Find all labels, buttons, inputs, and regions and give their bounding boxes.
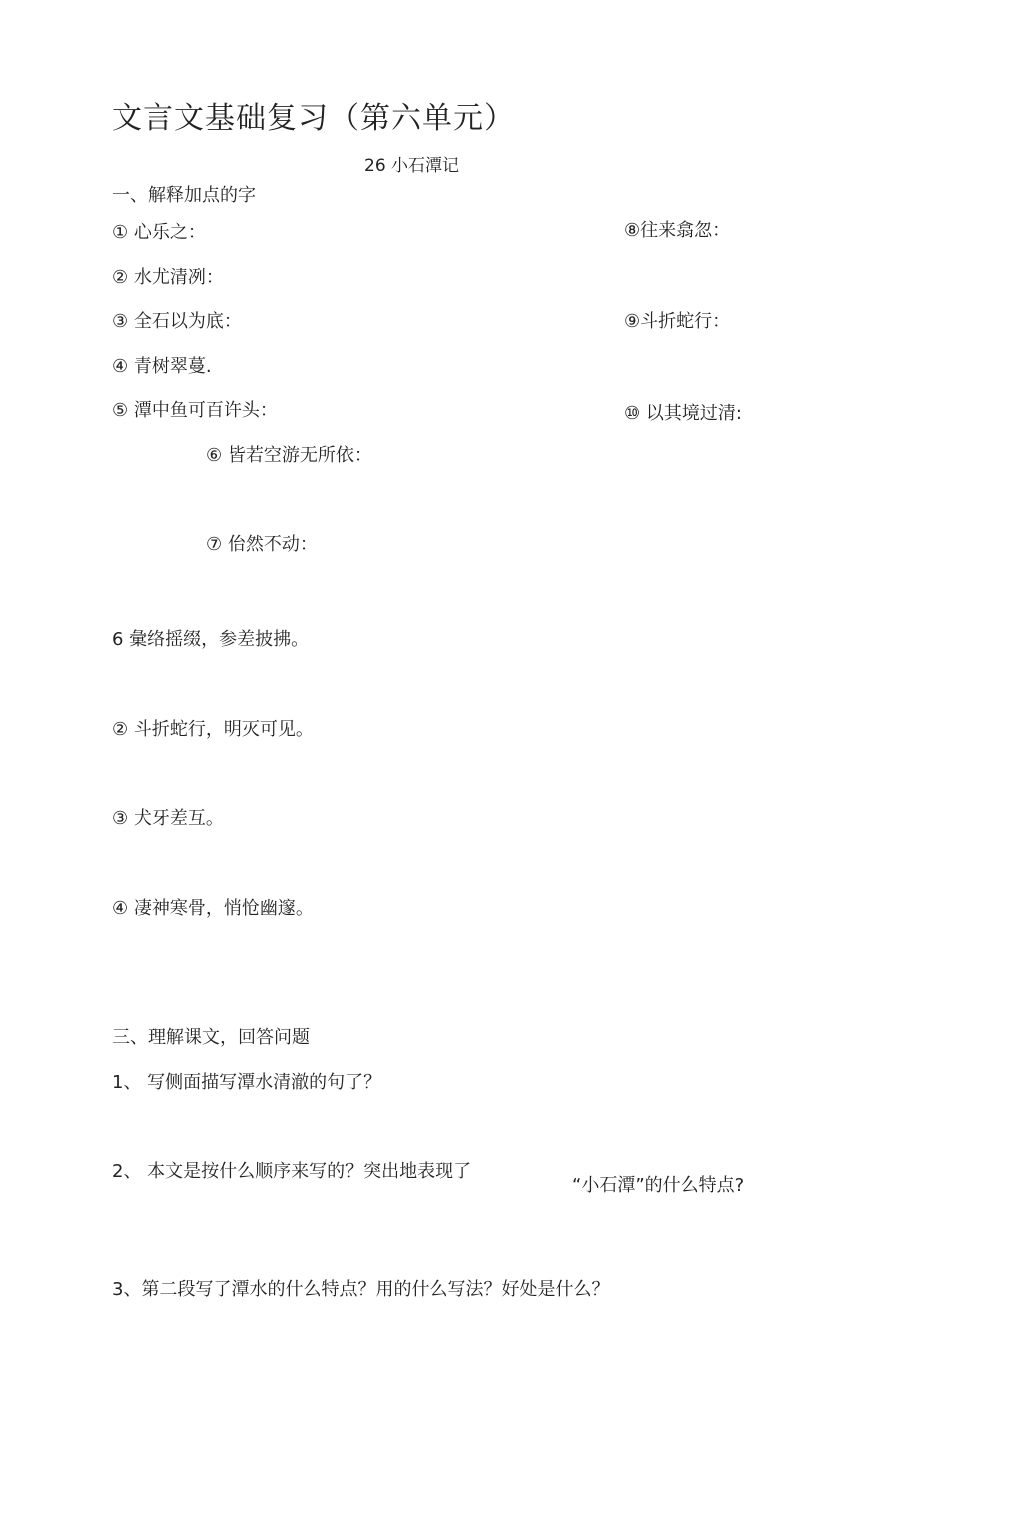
lesson-subtitle: 26 小石潭记 bbox=[364, 156, 460, 176]
question-3: 3、第二段写了潭水的什么特点？用的什么写法？好处是什么？ bbox=[112, 1279, 610, 1300]
sentence-item: 6 彙络摇缀，参差披拂。 bbox=[112, 629, 310, 650]
sentence-item: ③ 犬牙差互。 bbox=[112, 808, 224, 829]
question-2: 2、 本文是按什么顺序来写的？突出地表现了 bbox=[112, 1161, 472, 1182]
vocab-item: ⑨斗折蛇行： bbox=[624, 311, 731, 332]
sentence-item: ② 斗折蛇行，明灭可见。 bbox=[112, 719, 314, 740]
sentence-item: ④ 凄神寒骨，悄怆幽邃。 bbox=[112, 898, 314, 919]
page-title: 文言文基础复习（第六单元） bbox=[112, 101, 515, 136]
vocab-item: ④ 青树翠蔓. bbox=[112, 356, 212, 377]
vocab-item: ⑧往来翕忽： bbox=[624, 220, 731, 241]
section3-heading: 三、理解课文，回答问题 bbox=[112, 1027, 310, 1048]
vocab-item: ⑥ 皆若空游无所依： bbox=[206, 445, 372, 466]
vocab-item: ① 心乐之： bbox=[112, 222, 206, 243]
vocab-item: ③ 全石以为底： bbox=[112, 311, 242, 332]
vocab-item: ⑤ 潭中鱼可百许头： bbox=[112, 400, 278, 421]
vocab-item: ⑩ 以其境过清: bbox=[624, 403, 742, 424]
question-2-continuation: “小石潭”的什么特点? bbox=[572, 1175, 745, 1196]
question-1: 1、 写侧面描写潭水清澈的句了？ bbox=[112, 1072, 382, 1093]
vocab-item: ⑦ 佁然不动： bbox=[206, 534, 318, 555]
vocab-item: ② 水尤清冽： bbox=[112, 267, 224, 288]
section1-heading: 一、解释加点的字 bbox=[112, 185, 256, 206]
